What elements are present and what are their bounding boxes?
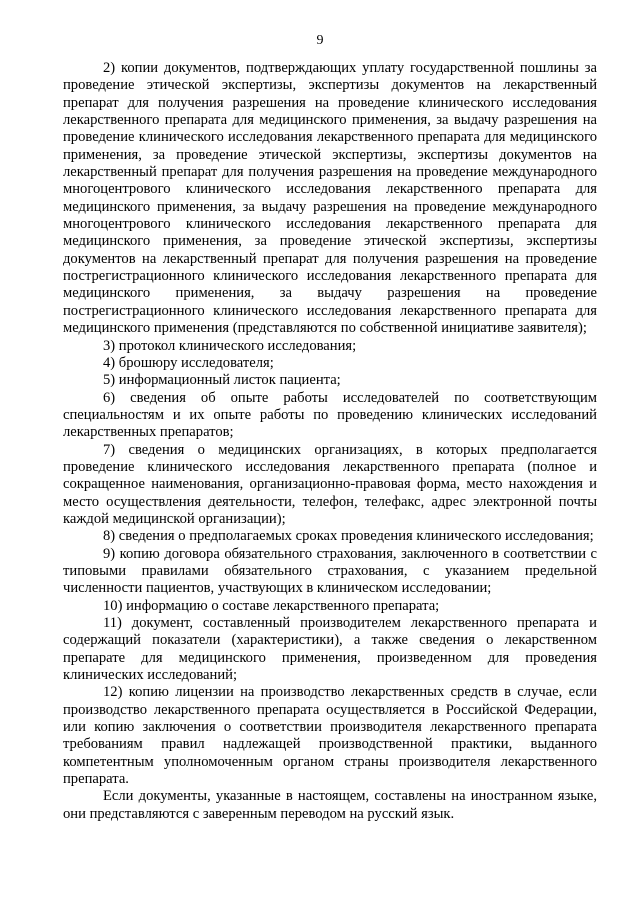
paragraph-item-3: 3) протокол клинического исследования; (103, 337, 357, 354)
paragraph-item-5: 5) информационный листок пациента; (103, 372, 341, 389)
paragraph-item-4: 4) брошюру исследователя; (103, 354, 274, 371)
paragraph-item-7: 7) сведения о медицинских организациях, в которых предполагается проведение клинического исследования лекарственного препарата (полное и сокращенное наименования, организационно-правовая форма, место нахождения и место осуществления деятельности, телефон, телефакс, адрес электронной почты каждой медицинской организации); (63, 441, 597, 527)
document-body (63, 60, 597, 823)
paragraph-item-8: 8) сведения о предполагаемых сроках проведения клинического исследования; (103, 528, 594, 545)
page-number: 9 (316, 33, 324, 48)
paragraph-translation-note: Если документы, указанные в настоящем, составлены на иностранном языке, они представляются с заверенным переводом на русский язык. (63, 788, 597, 822)
paragraph-item-6: 6) сведения об опыте работы исследователей по соответствующим специальностям и их опыте работы по проведению клинических исследований лекарственных препаратов; (63, 389, 597, 441)
paragraph-item-11: 11) документ, составленный производителем лекарственного препарата и содержащий показатели (характеристики), а также сведения о лекарственном препарате для медицинского применения, произведенном для проведения клинических исследований; (63, 615, 597, 684)
paragraph-item-9: 9) копию договора обязательного страхования, заключенного в соответствии с типовыми правилами обязательного страхования, с указанием предельной численности пациентов, участвующих в клиническом исследовании; (63, 545, 597, 597)
paragraph-item-10: 10) информацию о составе лекарственного препарата; (103, 597, 440, 614)
paragraph-item-12: 12) копию лицензии на производство лекарственных средств в случае, если производство лекарственного препарата осуществляется в Российской Федерации, или копию заключения о соответствии производителя лекарственного препарата требованиям правил надлежащей производственной практики, выданного компетентным уполномоченным органом страны производителя лекарственного препарата. (63, 684, 597, 788)
paragraph-item-2: 2) копии документов, подтверждающих уплату государственной пошлины за проведение этической экспертизы, экспертизы документов на лекарственный препарат для получения разрешения на проведение клинического исследования лекарственного препарата для медицинского применения, за выдачу разрешения на проведение клинического исследования лекарственного препарата для медицинского применения, за проведение этической экспертизы, экспертизы документов на лекарственный препарат для получения разрешения на проведение международного многоцентрового клинического исследования лекарственного препарата для медицинского применения, за выдачу разрешения на проведение международного многоцентрового клинического исследования лекарственного препарата для медицинского применения, за проведение этической экспертизы, экспертизы документов на лекарственный препарат для получения разрешения на проведение пострегистрационного клинического исследования лекарственного препарата для медицинского применения, за выдачу разрешения на проведение пострегистрационного клинического исследования лекарственного препарата для медицинского применения (представляются по собственной инициативе заявителя); (63, 60, 597, 337)
